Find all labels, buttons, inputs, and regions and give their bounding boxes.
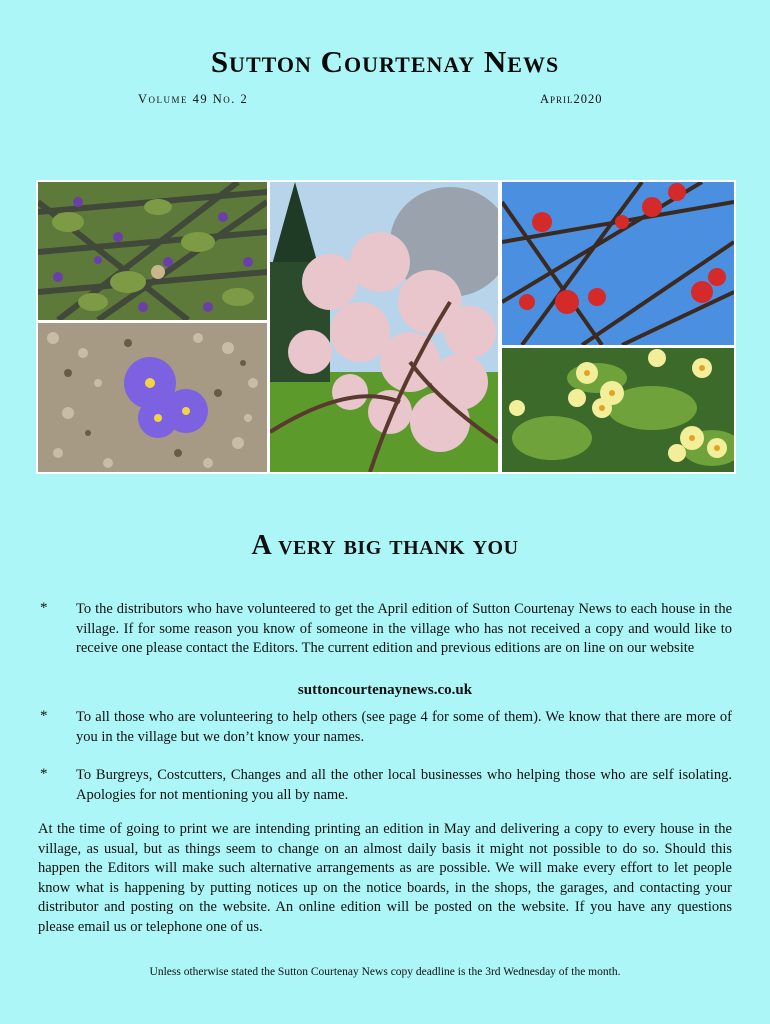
masthead-title: Sutton Courtenay News (210, 44, 560, 79)
website-link[interactable]: suttoncourtenaynews.co.uk (297, 682, 473, 698)
article-heading: A very big thank you (251, 530, 519, 561)
volume-number: Volume 49 No. 2 (138, 92, 249, 106)
blossom-tree-photo (270, 182, 498, 472)
bullet-text: To Burgreys, Costcutters, Changes and all the other local businesses who helping those who are self isolating. Apologies for not mentioning you all by name. (76, 767, 732, 803)
bullet-marker: * (40, 766, 48, 782)
issue-date: April2020 (540, 92, 603, 106)
bullet-text: To the distributors who have volunteered to get the April edition of Sutton Courtenay News to each house in the village. If for some reason you know of someone in the village who has not received a copy and would like to receive one please contact the Editors. The current edition and previous editions are on line on our website (76, 601, 732, 656)
bullet-marker: * (40, 708, 48, 724)
red-quince-photo (502, 182, 734, 345)
bullet-text: To all those who are volunteering to help others (see page 4 for some of them). We know that there are more of you in the village but we don’t know your names. (76, 709, 732, 745)
anemone-on-gravel-photo (38, 323, 267, 472)
bullet-marker: * (40, 600, 48, 616)
thank-you-bullet (40, 708, 732, 747)
thank-you-bullet (40, 600, 732, 659)
thank-you-bullet (40, 766, 732, 805)
primrose-photo (502, 348, 734, 472)
photo-collage (36, 180, 736, 474)
deadline-footer: Unless otherwise stated the Sutton Courtenay News copy deadline is the 3rd Wednesday of the month. (149, 966, 621, 978)
body-paragraph: At the time of going to print we are intending printing an edition in May and delivering a copy to every house in the village, as usual, but as things seem to change on an almost daily basis it might not possible to do so. Should this happen the Editors will make such alternative arrangements as are possible. We will make every effort to let people know what is happening by putting notices up on the notice boards, in the shops, the garages, and contacting your distributor and posting on the website. An online edition will be posted on the website. If you have any questions please email us or telephone one of us. (38, 821, 732, 935)
violets-photo (38, 182, 267, 320)
